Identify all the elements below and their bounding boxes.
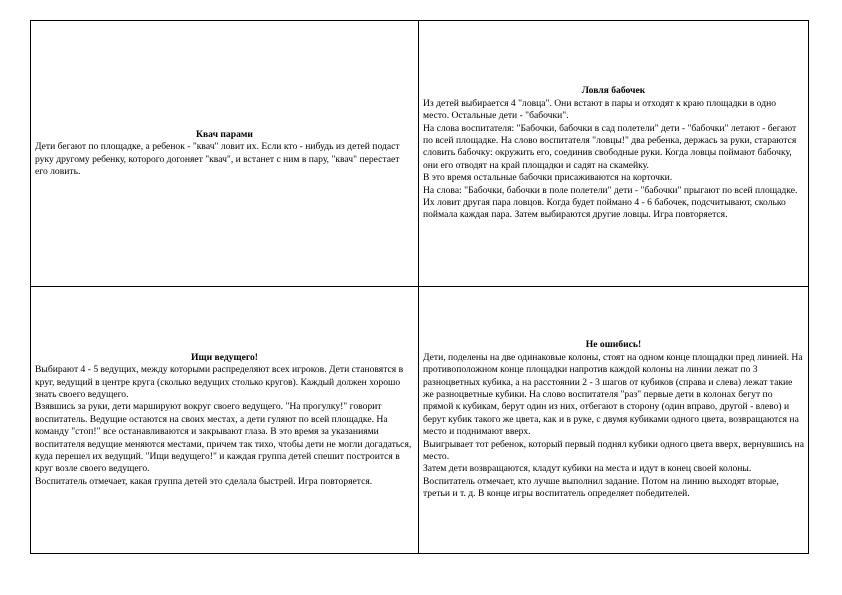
card-title: Ловля бабочек [581,85,646,97]
card-ne-oshibis [419,287,808,553]
card-title: Ищи ведущего! [191,351,258,363]
card-paragraph: Взявшись за руки, дети маршируют вокруг своего ведущего. "На прогулку!" говорит воспитатель. Ведущие остаются на своих местах, а дети гуляют по всей площадке. На команду "стоп!" все останавливаются и закрывают глаза. В это время за указаниями воспитателя ведущие меняются местами, причем так тихо, чтобы дети не могли догадаться, куда перешел их ведущий. "Ищи ведущего!" и каждая группа детей спешит построится в круг возле своего ведущего. [35,401,412,475]
card-paragraph: На слова: "Бабочки, бабочки в поле полетели" дети - "бабочки" прыгают по всей площадке. Их ловит другая пара ловцов. Когда будет поймано 4 - 6 бабочек, подсчитывают, сколько поймала каждая пара. Затем выбираются другие ловцы. Игра повторяется. [423,184,798,221]
card-title: Квач парами [196,128,253,140]
card-ishchi-vedushchego [31,287,419,553]
card-lovlya-babochek [419,21,808,287]
card-kvach-parami [31,21,419,287]
card-paragraph: Из детей выбирается 4 "ловца". Они встают в пары и отходят к краю площадки в одно место. Остальные дети - "бабочки". [423,97,777,122]
card-paragraph: На слова воспитателя: "Бабочки, бабочки в сад полетели" дети - "бабочки" летают - бегают по всей площадке. На слово воспитателя "ловцы!" два ребенка, держась за руки, стараются словить бабочку: окружить его, соединив свободные руки. Когда ловцы поймают бабочку, они его отводят на край площадки и садят на скамейку. [423,122,797,171]
card-paragraph: Дети, поделены на две одинаковые колоны, стоят на одном конце площадки пред линией. На противоположном конце площадки напротив каждой колоны на линии лежат по 3 разноцветных кубика, а на расстоянии 2 - 3 шагов от кубиков (справа и слева) лежат такие же разноцветные кубики. На слово воспитателя "раз" первые дети в колонах бегут по прямой к кубикам, берут один из них, отбегают в сторону (один вправо, другой - влево) и берут кубик такого же цвета, как и в руке, с двумя кубиками одного цвета, возвращаются на место и поднимают вверх. [423,351,803,438]
card-paragraph: Выигрывает тот ребенок, который первый поднял кубики одного цвета вверх, вернувшись на место. [423,438,804,463]
card-paragraph: Выбирают 4 - 5 ведущих, между которыми распределяют всех игроков. Дети становятся в круг, ведущий в центре круга (сколько ведущих столько кругов). Каждый должен хорошо знать своего ведущего. [35,364,404,401]
card-paragraph: Затем дети возвращаются, кладут кубики на места и идут в конец своей колоны. Воспитатель отмечает, кто лучше выполнил задание. Потом на линию выходят вторые, третьи и т. д. В конце игры воспитатель определяет победителей. [423,463,779,500]
card-paragraph: В это время остальные бабочки присаживаются на корточки. [423,172,673,184]
card-paragraph: Дети бегают по площадке, а ребенок - "квач" ловит их. Если кто - нибудь из детей подаст руку другому ребенку, которого догоняет "квач", и встанет с ним в пару, "квач" перестает его ловить. [35,141,400,177]
game-cards-grid [30,20,809,554]
card-paragraph: Воспитатель отмечает, какая группа детей это сделала быстрей. Игра повторяется. [35,475,373,487]
card-title: Не ошибись! [585,339,642,351]
